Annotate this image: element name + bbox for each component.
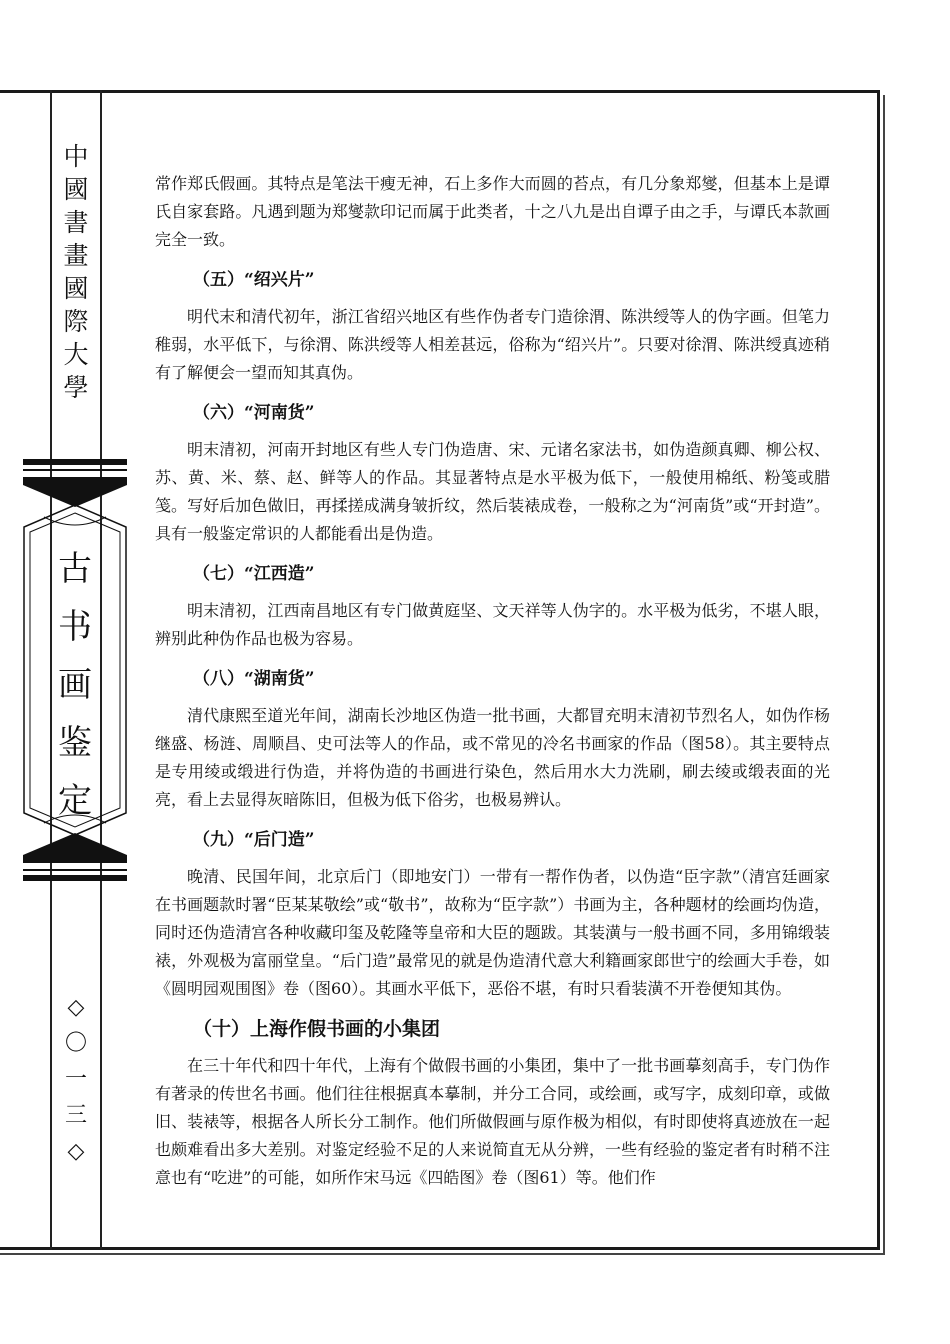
book-title-char: 书 xyxy=(58,607,92,647)
school-char: 學 xyxy=(63,373,89,402)
section-heading: （八）“湖南货” xyxy=(193,669,315,689)
school-char: 畫 xyxy=(63,241,89,270)
section-heading: （十）上海作假书画的小集团 xyxy=(193,1018,441,1040)
section-heading: （七）“江西造” xyxy=(193,564,315,584)
section-heading: （五）“绍兴片” xyxy=(193,270,315,290)
ornament-bar xyxy=(23,875,127,881)
book-title-char: 画 xyxy=(58,665,92,705)
paragraph: 明末清初，江西南昌地区有专门做黄庭坚、文天祥等人伪字的。水平极为低劣，不堪人眼，辨别此种伪作品也极为容易。 xyxy=(155,601,830,648)
diamond-icon: ◇ xyxy=(67,995,85,1020)
school-char: 國 xyxy=(63,175,89,204)
page-number-char: 一 xyxy=(64,1067,87,1092)
paragraph: 清代康熙至道光年间，湖南长沙地区伪造一批书画，大都冒充明末清初节烈名人，如伪作杨继盛、杨涟、周顺昌、史可法等人的作品，或不常见的冷名书画家的作品（图58）。其主要特点是专用绫或缎进行伪造，并将伪造的书画进行染色，然后用水大力洗刷，刷去绫或缎表面的光亮，看上去显得灰暗陈旧，但极为低下俗劣，也极易辨认。 xyxy=(155,706,830,809)
book-title-vertical xyxy=(42,540,108,830)
paragraph: 明末清初，河南开封地区有些人专门伪造唐、宋、元诸名家法书，如伪造颜真卿、柳公权、苏、黄、米、蔡、赵、鲜等人的作品。其显著特点是水平极为低下，一般使用棉纸、粉笺或腊笺。写好后加色做旧，再揉搓成满身皱折纹，然后装裱成卷，一般称之为“河南货”或“开封造”。具有一般鉴定常识的人都能看出是伪造。 xyxy=(155,440,830,543)
page-number-vertical xyxy=(52,990,100,1170)
book-title-char: 鉴 xyxy=(58,723,92,763)
school-char: 大 xyxy=(63,340,89,369)
paragraph: 晚清、民国年间，北京后门（即地安门）一带有一帮作伪者，以伪造“臣字款”（清宫廷画家在书画题款时署“臣某某敬绘”或“敬书”，故称为“臣字款”）书画为主，各种题材的绘画均伪造，同时还伪造清宫各种收藏印玺及乾隆等皇帝和大臣的题跋。其装潢与一般书画不同，多用锦缎装裱，外观极为富丽堂皇。“后门造”最常见的就是伪造清代意大利籍画家郎世宁的绘画大手卷，如《圆明园观围图》卷（图60）。其画水平低下，恶俗不堪，有时只看装潢不开卷便知其伪。 xyxy=(155,867,830,998)
school-name-vertical xyxy=(52,140,100,404)
paragraph: 常作郑氏假画。其特点是笔法干瘦无神，石上多作大而圆的苔点，有几分象郑燮，但基本上是谭氏自家套路。凡遇到题为郑燮款印记而属于此类者，十之八九是出自谭子由之手，与谭氏本款画完全一致。 xyxy=(155,174,830,249)
section-heading: （六）“河南货” xyxy=(193,403,315,423)
page-number-char: 三 xyxy=(64,1103,87,1128)
paragraph: 明代末和清代初年，浙江省绍兴地区有些作伪者专门造徐渭、陈洪绶等人的伪字画。但笔力稚弱，水平低下，与徐渭、陈洪绶等人相差甚远，俗称为“绍兴片”。只要对徐渭、陈洪绶真迹稍有了解便会一望而知其真伪。 xyxy=(155,307,830,382)
school-char: 書 xyxy=(63,208,89,237)
ornament-bar xyxy=(23,869,127,871)
school-char: 國 xyxy=(63,274,89,303)
section-heading: （九）“后门造” xyxy=(193,830,315,850)
school-char: 中 xyxy=(63,142,89,171)
book-title-char: 定 xyxy=(58,781,92,821)
book-title-panel xyxy=(14,455,136,885)
page-number-char: 〇 xyxy=(64,1031,87,1056)
paragraph: 在三十年代和四十年代，上海有个做假书画的小集团，集中了一批书画摹刻高手，专门伪作有著录的传世名书画。他们往往根据真本摹制，并分工合同，或绘画，或写字，成刻印章，或做旧、装裱等，根据各人所长分工制作。他们所做假画与原作极为相似，有时即使将真迹放在一起也颇难看出多大差别。对鉴定经验不足的人来说简直无从分辨，一些有经验的鉴定者有时稍不注意也有“吃进”的可能，如所作宋马远《四皓图》卷（图61）等。他们作 xyxy=(155,1056,830,1187)
body-text xyxy=(155,170,830,1192)
book-title-char: 古 xyxy=(58,549,92,589)
school-char: 際 xyxy=(63,307,89,336)
diamond-icon: ◇ xyxy=(67,1139,85,1164)
